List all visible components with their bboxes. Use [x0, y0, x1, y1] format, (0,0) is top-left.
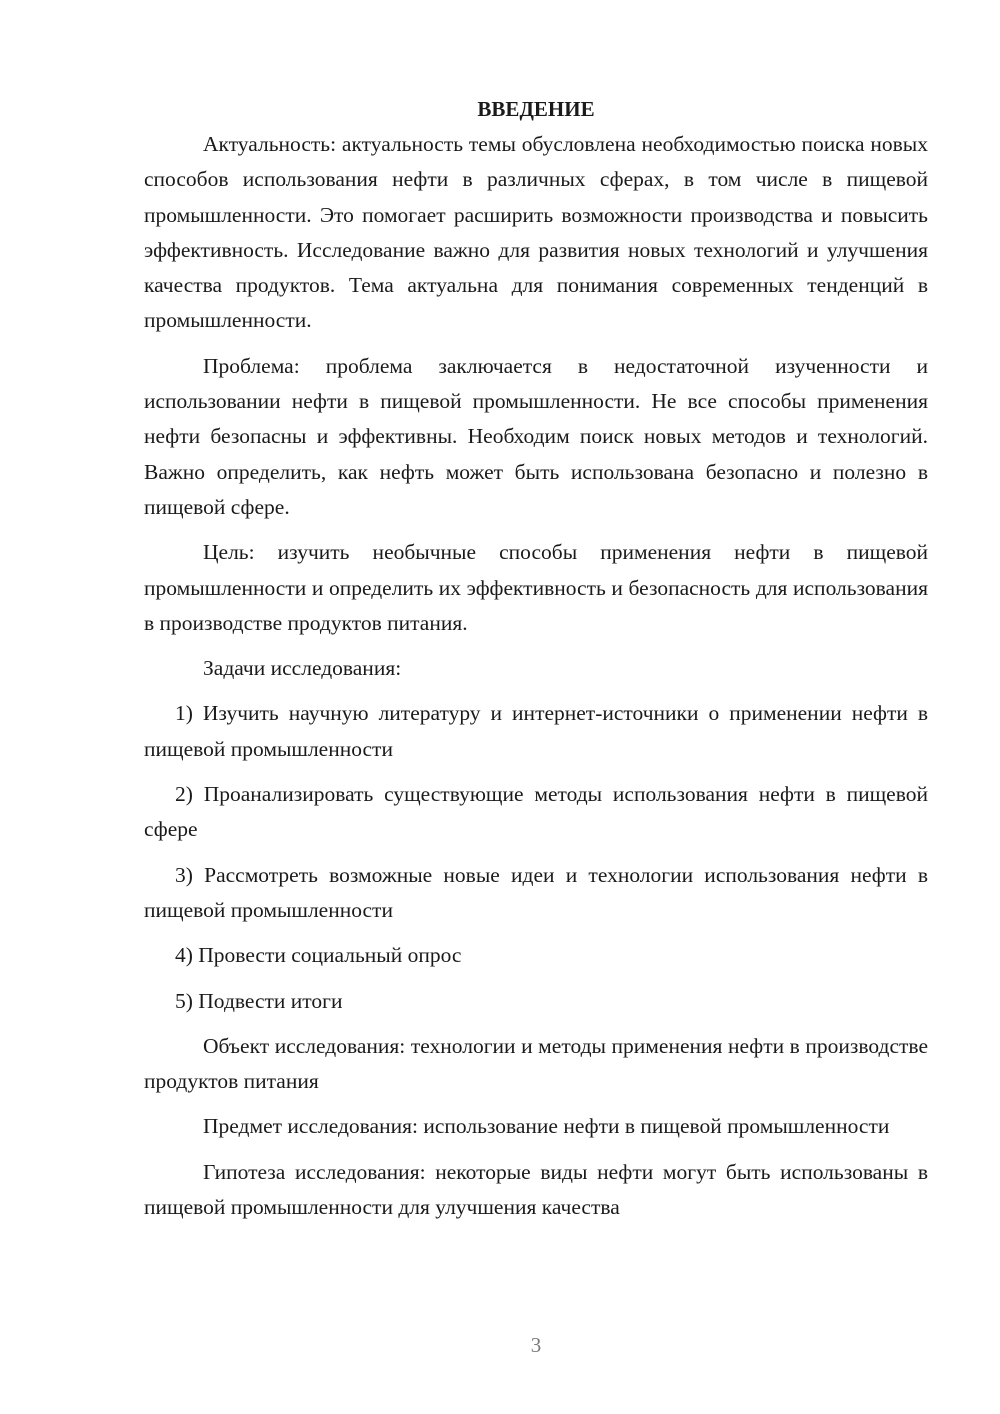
section-heading: ВВЕДЕНИЕ	[477, 97, 595, 121]
page-number: 3	[530, 1333, 542, 1357]
page-content	[144, 92, 928, 1225]
task-item: 1) Изучить научную литературу и интернет-источники о применении нефти в пищевой промышленности	[144, 701, 928, 761]
subject-paragraph: Предмет исследования: использование нефти в пищевой промышленности	[203, 1114, 890, 1139]
hypothesis-paragraph: Гипотеза исследования: некоторые виды нефти могут быть использованы в пищевой промышленности для улучшения качества	[144, 1159, 928, 1220]
task-item: 2) Проанализировать существующие методы использования нефти в пищевой сфере	[144, 782, 928, 842]
goal-paragraph: Цель: изучить необычные способы применения нефти в пищевой промышленности и определить их эффективность и безопасность для использования в производстве продуктов питания.	[144, 540, 928, 635]
problem-paragraph: Проблема: проблема заключается в недостаточной изученности и использовании нефти в пищевой промышленности. Не все способы применения нефти безопасны и эффективны. Необходим поиск новых методов и технологий. Важно определить, как нефть может быть использована безопасно и полезно в пищевой сфере.	[144, 353, 928, 519]
object-paragraph: Объект исследования: технологии и методы применения нефти в производстве продуктов питания	[144, 1033, 928, 1094]
task-item: 3) Рассмотреть возможные новые идеи и технологии использования нефти в пищевой промышленности	[144, 862, 928, 922]
relevance-paragraph: Актуальность: актуальность темы обусловлена необходимостью поиска новых способов использования нефти в различных сферах, в том числе в пищевой промышленности. Это помогает расширить возможности производства и повысить эффективность. Исследование важно для развития новых технологий и улучшения качества продуктов. Тема актуальна для понимания современных тенденций в промышленности.	[144, 132, 928, 333]
task-item: 4) Провести социальный опрос	[175, 943, 462, 968]
tasks-list	[144, 696, 928, 1018]
tasks-title: Задачи исследования:	[203, 656, 402, 681]
task-item: 5) Подвести итоги	[175, 988, 343, 1013]
